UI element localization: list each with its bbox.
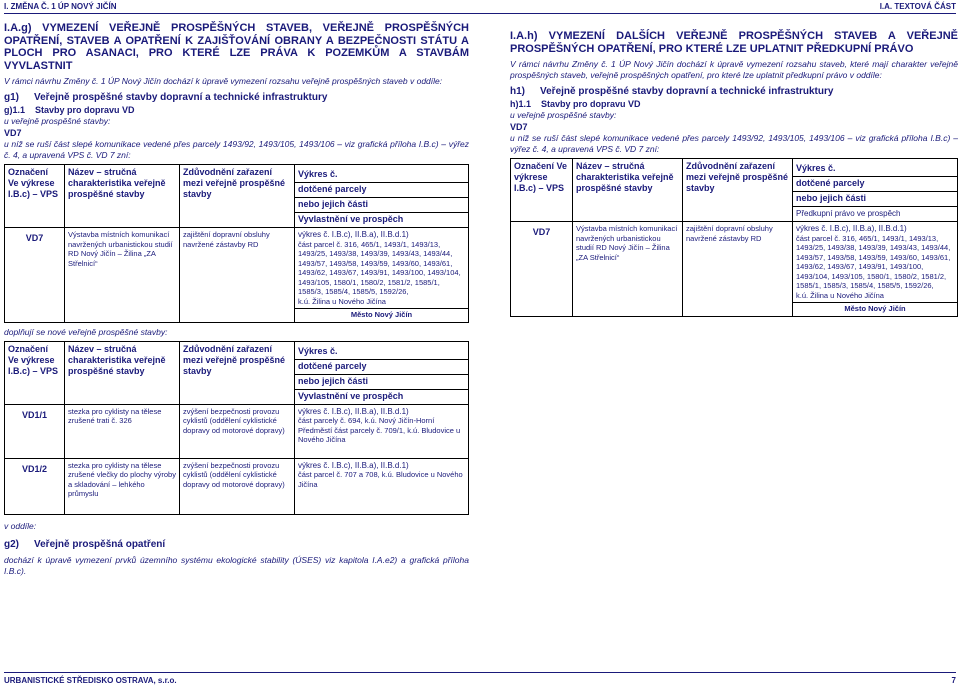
- page-number: 7: [951, 676, 956, 685]
- row-reason: zajištění dopravní obsluhy navržené zástavby RD: [180, 228, 295, 323]
- row-details: [295, 404, 469, 458]
- col-parts-title: nebo jejich části: [295, 197, 468, 210]
- g2-number: g2): [4, 538, 19, 550]
- h11-heading: [510, 98, 958, 110]
- row-beneficiary: Město Nový Jičín: [295, 308, 468, 320]
- row-id: VD7: [511, 222, 573, 317]
- g1-heading: [4, 91, 469, 104]
- col-beneficiary-title: Vyvlastnění ve prospěch: [295, 212, 468, 225]
- row-reason: zvýšení bezpečnosti provozu cyklistů (oddělení cyklistické dopravy od motorové dopravy): [180, 458, 295, 514]
- row-beneficiary: Město Nový Jičín: [793, 302, 957, 314]
- h11-title: Stavby pro dopravu VD: [541, 99, 641, 109]
- col-parcels-title: dotčené parcely: [793, 176, 957, 189]
- col-reason: Zdůvodnění zařazení mezi veřejně prospěšné stavby: [180, 341, 295, 404]
- g2-description: dochází k úpravě vymezení prvků územního systému ekologické stability (ÚSES) viz kapitola I.A.e2) a grafická příloha I.B.c).: [4, 554, 469, 576]
- section-h-intro: V rámci návrhu Změny č. 1 ÚP Nový Jičín dochází k úpravě vymezení rozsahu staveb, které mají charakter veřejně prospěšných staveb, veřejně prospěšných opatření, pro které lze uplatnit předkupní právo v oddíle:: [510, 59, 958, 80]
- col-designation: Označení Ve výkrese I.B.c) – VPS: [5, 165, 65, 228]
- vps-table-vd7: [4, 164, 469, 323]
- col-parts-title: nebo jejich části: [793, 191, 957, 204]
- col-drawing: [793, 159, 958, 222]
- row-drawing: výkres č. I.B.c), II.B.a), II.B.d.1): [298, 406, 409, 416]
- col-designation: Označení Ve výkrese I.B.c) – VPS: [511, 159, 573, 222]
- col-name: Název – stručná charakteristika veřejně prospěšné stavby: [65, 341, 180, 404]
- col-parts-title: nebo jejich části: [295, 374, 468, 387]
- h1-number: h1): [510, 86, 525, 97]
- g2-heading: [4, 538, 469, 551]
- row-parcels: část parcel č. 316, 465/1, 1493/1, 1493/13, 1493/25, 1493/38, 1493/39, 1493/43, 1493/44, 1493/57, 1493/58, 1493/59, 1493/60, 1493/61, 1493/62, 1493/67, 1493/91, 1493/100, 1493/104, 1493/105, 1580/1, 1580/2, 1581/2, 1585/1, 1585/3, 1585/4, 1585/5, 1592/26,: [298, 239, 461, 296]
- row-name: Výstavba místních komunikací navržených urbanistickou studií RD Nový Jičín – Žilina „ZA Střelnicí“: [65, 228, 180, 323]
- page-header: [4, 2, 956, 14]
- row-reason: zajištění dopravní obsluhy navržené zástavby RD: [683, 222, 793, 317]
- section-g-title: I.A.g) VYMEZENÍ VEŘEJNĚ PROSPĚŠNÝCH STAVEB, VEŘEJNĚ PROSPĚŠNÝCH OPATŘENÍ, STAVEB A OPATŘENÍ K ZAJIŠŤOVÁNÍ OBRANY A BEZPEČNOSTI STÁTU A PLOCH PRO ASANACI, PRO KTERÉ LZE PRÁVA K POZEMKŮM A STAVBÁM VYVLASTNIT: [4, 22, 469, 72]
- g11-number: g)1.1: [4, 105, 26, 115]
- col-reason: Zdůvodnění zařazení mezi veřejně prospěšné stavby: [683, 159, 793, 222]
- row-reason: zvýšení bezpečnosti provozu cyklistů (oddělení cyklistické dopravy od motorové dopravy): [180, 404, 295, 458]
- col-drawing: [295, 341, 469, 404]
- row-name: Výstavba místních komunikací navržených urbanistickou studií RD Nový Jičín – Žilina „ZA Střelnicí“: [573, 222, 683, 317]
- table-row: [5, 228, 469, 323]
- row-drawing: výkres č. I.B.c), II.B.a), II.B.d.1): [298, 460, 409, 470]
- table-header-row: [511, 159, 958, 222]
- document-title: I. ZMĚNA Č. 1 ÚP NOVÝ JIČÍN: [4, 2, 117, 11]
- row-parcels: část parcely č. 694, k.ú. Nový Jičín-Horní Předměstí část parcely č. 709/1, k.ú. Bludovice u Nového Jičína: [298, 416, 461, 444]
- col-drawing-title: Výkres č.: [298, 169, 338, 179]
- publisher: URBANISTICKÉ STŘEDISKO OSTRAVA, s.r.o.: [4, 676, 177, 685]
- vps-table-added: [4, 341, 469, 515]
- g1-title: Veřejně prospěšné stavby dopravní a technické infrastruktury: [34, 92, 328, 103]
- col-drawing-title: Výkres č.: [298, 345, 338, 356]
- table-row: [5, 404, 469, 458]
- col-beneficiary-title: Předkupní právo ve prospěch: [793, 206, 957, 219]
- table-row: [511, 222, 958, 317]
- row-id: VD1/2: [5, 458, 65, 514]
- right-column: [510, 30, 958, 317]
- added-vps-label: doplňují se nové veřejně prospěšné stavby:: [4, 326, 168, 337]
- vps-label: u veřejně prospěšné stavby:: [4, 116, 111, 126]
- row-parcels: část parcel č. 707 a 708, k.ú. Bludovice u Nového Jičína: [298, 470, 463, 489]
- col-name: Název – stručná charakteristika veřejně prospěšné stavby: [573, 159, 683, 222]
- vd7-description: u níž se ruší část slepé komunikace vedené přes parcely 1493/92, 1493/105, 1493/106 – viz grafická příloha I.B.c) – výřez č. 4, a upravená VPS č. VD 7 zní:: [510, 133, 958, 154]
- table-row: [5, 458, 469, 514]
- vd7-description: u níž se ruší část slepé komunikace vedené přes parcely 1493/92, 1493/105, 1493/106 – viz grafická příloha I.B.c) – výřez č. 4, a upravená VPS č. VD 7 zní:: [4, 139, 469, 160]
- col-parcels-title: dotčené parcely: [295, 359, 468, 372]
- row-id: VD7: [5, 228, 65, 323]
- row-id: VD1/1: [5, 404, 65, 458]
- col-drawing: [295, 165, 469, 228]
- section-h-title: I.A.h) VYMEZENÍ DALŠÍCH VEŘEJNĚ PROSPĚŠNÝCH STAVEB A VEŘEJNĚ PROSPĚŠNÝCH OPATŘENÍ, PRO KTERÉ LZE UPLATNIT PŘEDKUPNÍ PRÁVO: [510, 30, 958, 55]
- vps-label: u veřejně prospěšné stavby:: [510, 110, 617, 120]
- document-part: I.A. TEXTOVÁ ČÁST: [879, 2, 956, 11]
- page-footer: [4, 672, 956, 685]
- vd7-label: VD7: [4, 128, 22, 138]
- row-name: stezka pro cyklisty na tělese zrušené trati č. 326: [65, 404, 180, 458]
- col-beneficiary-title: Vyvlastnění ve prospěch: [295, 389, 468, 402]
- g1-number: g1): [4, 92, 19, 103]
- row-details: [793, 222, 958, 317]
- g2-title: Veřejně prospěšná opatření: [34, 538, 166, 550]
- row-drawing: výkres č. I.B.c), II.B.a), II.B.d.1): [796, 224, 907, 233]
- row-parcels: část parcel č. 316, 465/1, 1493/1, 1493/13, 1493/25, 1493/38, 1493/39, 1493/43, 1493/44, 1493/57, 1493/58, 1493/59, 1493/60, 1493/61, 1493/62, 1493/67, 1493/91, 1493/100, 1493/104, 1493/105, 1580/1, 1580/2, 1581/2, 1585/1, 1585/3, 1585/4, 1585/5, 1592/26,: [796, 233, 951, 290]
- row-details: [295, 228, 469, 323]
- in-section-label: v oddíle:: [4, 520, 37, 531]
- col-reason: Zdůvodnění zařazení mezi veřejně prospěšné stavby: [180, 165, 295, 228]
- vps-table-vd7-preemption: [510, 158, 958, 317]
- col-drawing-title: Výkres č.: [796, 163, 836, 173]
- row-area: k.ú. Žilina u Nového Jičína: [298, 296, 386, 306]
- col-name: Název – stručná charakteristika veřejně prospěšné stavby: [65, 165, 180, 228]
- row-name: stezka pro cyklisty na tělese zrušené vlečky do plochy výroby a skladování – lehkého průmyslu: [65, 458, 180, 514]
- table-header-row: [5, 165, 469, 228]
- section-g-intro: V rámci návrhu Změny č. 1 ÚP Nový Jičín dochází k úpravě vymezení rozsahu veřejně prospěšných staveb v oddíle:: [4, 76, 443, 86]
- table-header-row: [5, 341, 469, 404]
- row-details: [295, 458, 469, 514]
- col-designation: Označení Ve výkrese I.B.c) – VPS: [5, 341, 65, 404]
- h1-heading: [510, 85, 958, 98]
- col-parcels-title: dotčené parcely: [295, 182, 468, 195]
- row-area: k.ú. Žilina u Nového Jičína: [796, 290, 884, 300]
- row-drawing: výkres č. I.B.c), II.B.a), II.B.d.1): [298, 230, 409, 239]
- g11-heading: [4, 104, 469, 116]
- h1-title: Veřejně prospěšné stavby dopravní a technické infrastruktury: [540, 86, 834, 97]
- h11-number: h)1.1: [510, 99, 532, 109]
- g11-title: Stavby pro dopravu VD: [35, 105, 135, 115]
- vd7-label: VD7: [510, 122, 528, 132]
- left-column: [4, 22, 469, 577]
